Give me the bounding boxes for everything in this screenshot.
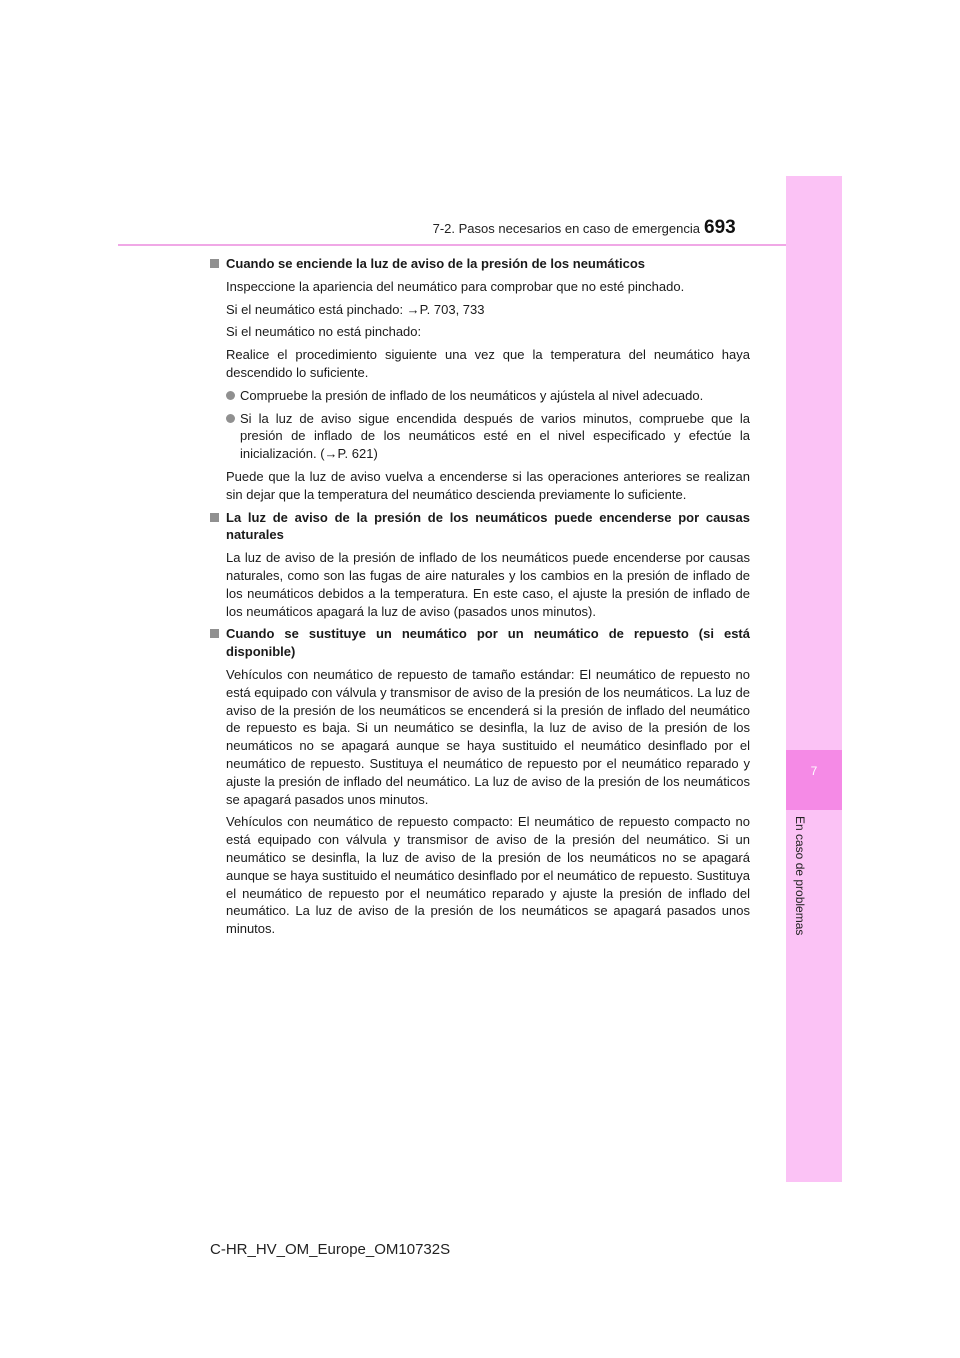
square-bullet-icon [210,629,219,638]
paragraph: Realice el procedimiento siguiente una vez que la temperatura del neumático haya descendido lo suficiente. [226,347,750,380]
section-tire-warning-light [210,255,750,504]
bullet-text: Si la luz de aviso sigue encendida después de varios minutos, compruebe que la presión de inflado de los neumáticos esté en el nivel especificado y efectúe la inicialización. (→P. 621) [240,410,750,462]
document-code: C-HR_HV_OM_Europe_OM10732S [210,1241,451,1258]
side-tab-chapter-marker [786,750,842,810]
paragraph: Inspeccione la apariencia del neumático para comprobar que no esté pinchado. [226,278,685,294]
circle-bullet-icon [226,391,235,400]
circle-bullet-icon [226,414,235,423]
paragraph: Si el neumático está pinchado: →P. 703, 733 [226,301,485,317]
header-section-title: 7-2. Pasos necesarios en caso de emergencia [432,221,700,236]
chapter-title: En caso de problemas [793,816,807,936]
page-number: 693 [704,217,736,238]
header-divider [118,244,786,246]
paragraph: Si el neumático no está pinchado: [226,324,422,340]
section-title: Cuando se enciende la luz de aviso de la presión de los neumáticos [226,256,646,271]
page-content [210,255,750,943]
paragraph: Vehículos con neumático de repuesto de tamaño estándar: El neumático de repuesto no está equipado con válvula y transmisor de aviso de la presión de los neumáticos. La luz de aviso de la presión de los neumáticos se encenderá si la presión de inflado del neumático de repuesto es baja. Si un neumático se desinfla, la luz de aviso de la presión de los neumáticos no se apagará aunque se haya sustituido el neumático desinflado por el neumático de repuesto. Sustituya el neumático de repuesto por el neumático reparado y ajuste la presión de inflado del neumático. La luz de aviso de la presión de los neumáticos se apagará pasados unos minutos. [226,666,750,807]
section-natural-causes [210,509,750,621]
bullet-text: Compruebe la presión de inflado de los neumáticos y ajústela al nivel adecuado. [240,387,704,403]
paragraph: Puede que la luz de aviso vuelva a encenderse si las operaciones anteriores se realizan sin dejar que la temperatura del neumático descienda previamente lo suficiente. [226,468,750,502]
paragraph: Vehículos con neumático de repuesto compacto: El neumático de repuesto compacto no está equipado con válvula y transmisor de aviso de la presión del neumático. Si un neumático se desinfla, la luz de aviso de la presión de los neumáticos no se apagará aunque se haya sustituido el neumático desinflado por el neumático de repuesto. Sustituya el neumático de repuesto por el neumático reparado y ajuste la presión de inflado del neumático. La luz de aviso de la presión de los neumáticos se apagará pasados unos minutos. [226,814,750,937]
paragraph: La luz de aviso de la presión de inflado de los neumáticos puede encenderse por causas naturales, como son las fugas de aire naturales y los cambios en la presión de inflado de los neumáticos debidos a la temperatura. En este caso, el ajuste la presión de inflado de los neumáticos apagará la luz de aviso (pasados unos minutos). [226,550,750,619]
bullet-item [210,410,750,463]
section-spare-tire [210,625,750,938]
side-tab-top [786,176,842,750]
square-bullet-icon [210,259,219,268]
section-title: Cuando se sustituye un neumático por un neumático de repuesto (si está disponible) [226,626,750,660]
bullet-item [210,387,750,405]
chapter-number: 7 [810,764,818,778]
section-title: La luz de aviso de la presión de los neumáticos puede encenderse por causas naturales [226,509,750,543]
square-bullet-icon [210,513,219,522]
